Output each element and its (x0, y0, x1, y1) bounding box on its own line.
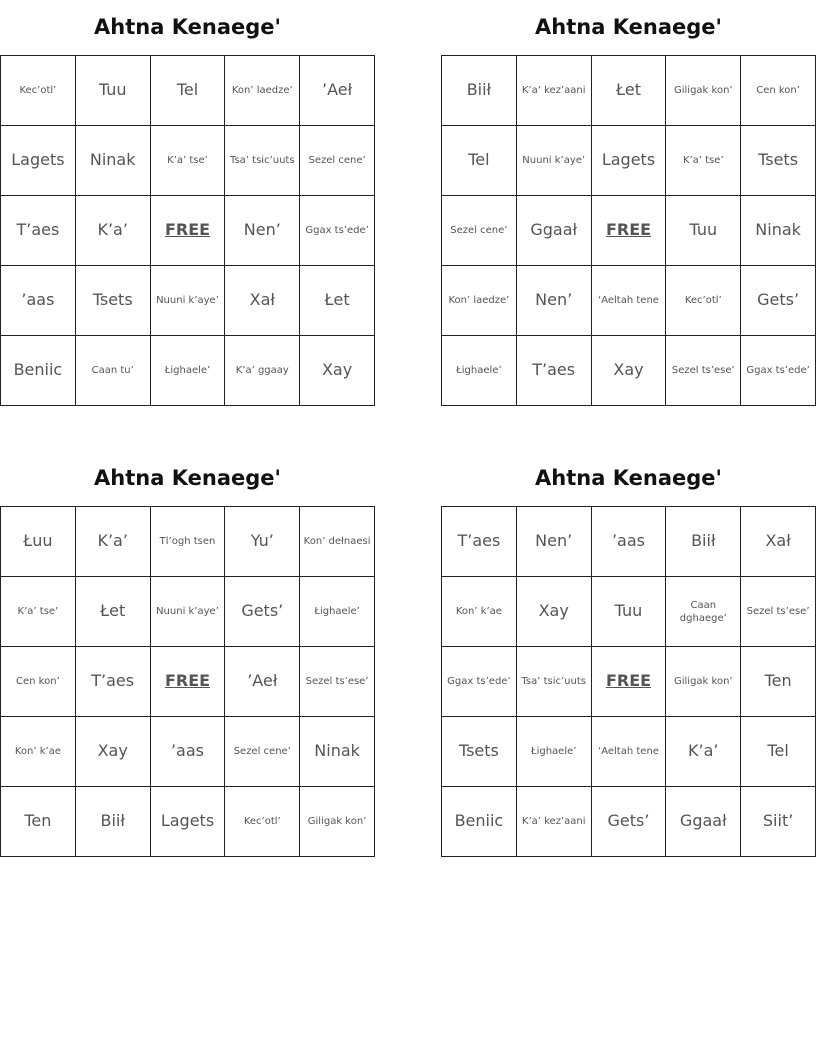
bingo-cell: Giligak kon’ (300, 787, 375, 857)
bingo-cell: Xał (225, 266, 300, 336)
bingo-cell: Ggaał (517, 196, 592, 266)
bingo-cell: Cen kon’ (741, 56, 816, 126)
bingo-cell: Tsets (741, 126, 816, 196)
bingo-cell: Tsets (442, 717, 517, 787)
bingo-cell: Łighaele’ (300, 577, 375, 647)
bingo-cell: Nen’ (517, 266, 592, 336)
bingo-cell: Yu’ (225, 507, 300, 577)
bingo-cell: Lagets (1, 126, 76, 196)
bingo-cell: K’a’ (666, 717, 741, 787)
bingo-cell: Tl’ogh tsen (151, 507, 226, 577)
bingo-cell: Kon’ laedze’ (442, 266, 517, 336)
bingo-cell: Łighaele’ (517, 717, 592, 787)
bingo-grid (0, 506, 375, 857)
bingo-cell: Sezel cene’ (300, 126, 375, 196)
bingo-cell: Tsa’ tsic’uuts (517, 647, 592, 717)
bingo-cell: Nen’ (517, 507, 592, 577)
bingo-cell: Kec’otl’ (666, 266, 741, 336)
bingo-cell: T’aes (1, 196, 76, 266)
bingo-cell: T’aes (517, 336, 592, 406)
bingo-cell: Łet (300, 266, 375, 336)
bingo-cell: Kon’ dełnaesi (300, 507, 375, 577)
bingo-cell: Łuu (1, 507, 76, 577)
bingo-cell: Tuu (76, 56, 151, 126)
bingo-cell: Ggax ts’ede’ (300, 196, 375, 266)
bingo-cell: Biił (76, 787, 151, 857)
bingo-cell: Ggax ts’ede’ (442, 647, 517, 717)
bingo-cell: Beniic (442, 787, 517, 857)
bingo-cell: Siit’ (741, 787, 816, 857)
bingo-cell: Biił (442, 56, 517, 126)
bingo-cell: K’a’ kez’aani (517, 787, 592, 857)
bingo-cell: Giligak kon’ (666, 56, 741, 126)
bingo-cell: T’aes (442, 507, 517, 577)
bingo-cell: ’aas (1, 266, 76, 336)
card-title: Ahtna Kenaege' (535, 15, 722, 39)
bingo-cell: Tsa’ tsic’uuts (225, 126, 300, 196)
bingo-cell: T’aes (76, 647, 151, 717)
bingo-cell: Sezel ts’ese’ (300, 647, 375, 717)
bingo-cell: ’Aeł (300, 56, 375, 126)
bingo-grid (0, 55, 375, 406)
bingo-cell: Tel (741, 717, 816, 787)
bingo-cell: Beniic (1, 336, 76, 406)
bingo-cell: Xay (76, 717, 151, 787)
bingo-cell: ’aas (592, 507, 667, 577)
bingo-cell: Ggax ts’ede’ (741, 336, 816, 406)
bingo-cell: Xał (741, 507, 816, 577)
bingo-cell: Ninak (76, 126, 151, 196)
bingo-cell: Kec’otl’ (1, 56, 76, 126)
bingo-cell: Caan tu’ (76, 336, 151, 406)
bingo-cell: Nuuni k’aye’ (151, 577, 226, 647)
bingo-cell: Tuu (666, 196, 741, 266)
bingo-cell: Kon’ k’ae (1, 717, 76, 787)
bingo-cell: Gets’ (592, 787, 667, 857)
bingo-cell: ’Aeł (225, 647, 300, 717)
bingo-grid (441, 506, 816, 857)
bingo-cell: Giligak kon’ (666, 647, 741, 717)
bingo-cell: Ninak (300, 717, 375, 787)
bingo-cell: Sezel cene’ (225, 717, 300, 787)
bingo-cell: Sezel ts’ese’ (741, 577, 816, 647)
bingo-cell: Xay (592, 336, 667, 406)
bingo-cell: ‘Aeltah tene (592, 717, 667, 787)
bingo-cell: Sezel cene’ (442, 196, 517, 266)
bingo-cell: Tel (442, 126, 517, 196)
free-space: FREE (592, 196, 667, 266)
bingo-grid (441, 55, 816, 406)
bingo-cell: Gets’ (741, 266, 816, 336)
card-title: Ahtna Kenaege' (535, 466, 722, 490)
card-title: Ahtna Kenaege' (94, 15, 281, 39)
bingo-cell: Łet (592, 56, 667, 126)
bingo-cell: Ten (1, 787, 76, 857)
free-space: FREE (151, 196, 226, 266)
bingo-cell: Ten (741, 647, 816, 717)
bingo-cell: K’a’ tse’ (151, 126, 226, 196)
bingo-cell: Ggaał (666, 787, 741, 857)
bingo-cell: Tel (151, 56, 226, 126)
card-title: Ahtna Kenaege' (94, 466, 281, 490)
bingo-cell: Cen kon’ (1, 647, 76, 717)
bingo-cell: Tsets (76, 266, 151, 336)
bingo-cell: Łighaele’ (151, 336, 226, 406)
bingo-cell: K’a’ ggaay (225, 336, 300, 406)
bingo-cell: Biił (666, 507, 741, 577)
bingo-cell: Xay (517, 577, 592, 647)
bingo-cell: Kec’otl’ (225, 787, 300, 857)
bingo-cell: Nen’ (225, 196, 300, 266)
bingo-cell: Łet (76, 577, 151, 647)
bingo-cell: Kon’ laedze’ (225, 56, 300, 126)
bingo-cell: Kon’ k’ae (442, 577, 517, 647)
bingo-cell: ’aas (151, 717, 226, 787)
bingo-cell: Xay (300, 336, 375, 406)
bingo-cell: Lagets (592, 126, 667, 196)
bingo-cell: Gets’ (225, 577, 300, 647)
free-space: FREE (151, 647, 226, 717)
bingo-cell: K’a’ tse’ (666, 126, 741, 196)
bingo-cell: K’a’ tse’ (1, 577, 76, 647)
bingo-cell: Nuuni k’aye’ (517, 126, 592, 196)
bingo-cell: Caan dghaege’ (666, 577, 741, 647)
bingo-cell: K’a’ kez’aani (517, 56, 592, 126)
bingo-cell: K’a’ (76, 196, 151, 266)
bingo-cell: Tuu (592, 577, 667, 647)
free-space: FREE (592, 647, 667, 717)
bingo-cell: Nuuni k’aye’ (151, 266, 226, 336)
bingo-cell: ‘Aeltah tene (592, 266, 667, 336)
bingo-cell: Łighaele’ (442, 336, 517, 406)
bingo-cell: Lagets (151, 787, 226, 857)
bingo-cell: K’a’ (76, 507, 151, 577)
bingo-cell: Ninak (741, 196, 816, 266)
bingo-cell: Sezel ts’ese’ (666, 336, 741, 406)
